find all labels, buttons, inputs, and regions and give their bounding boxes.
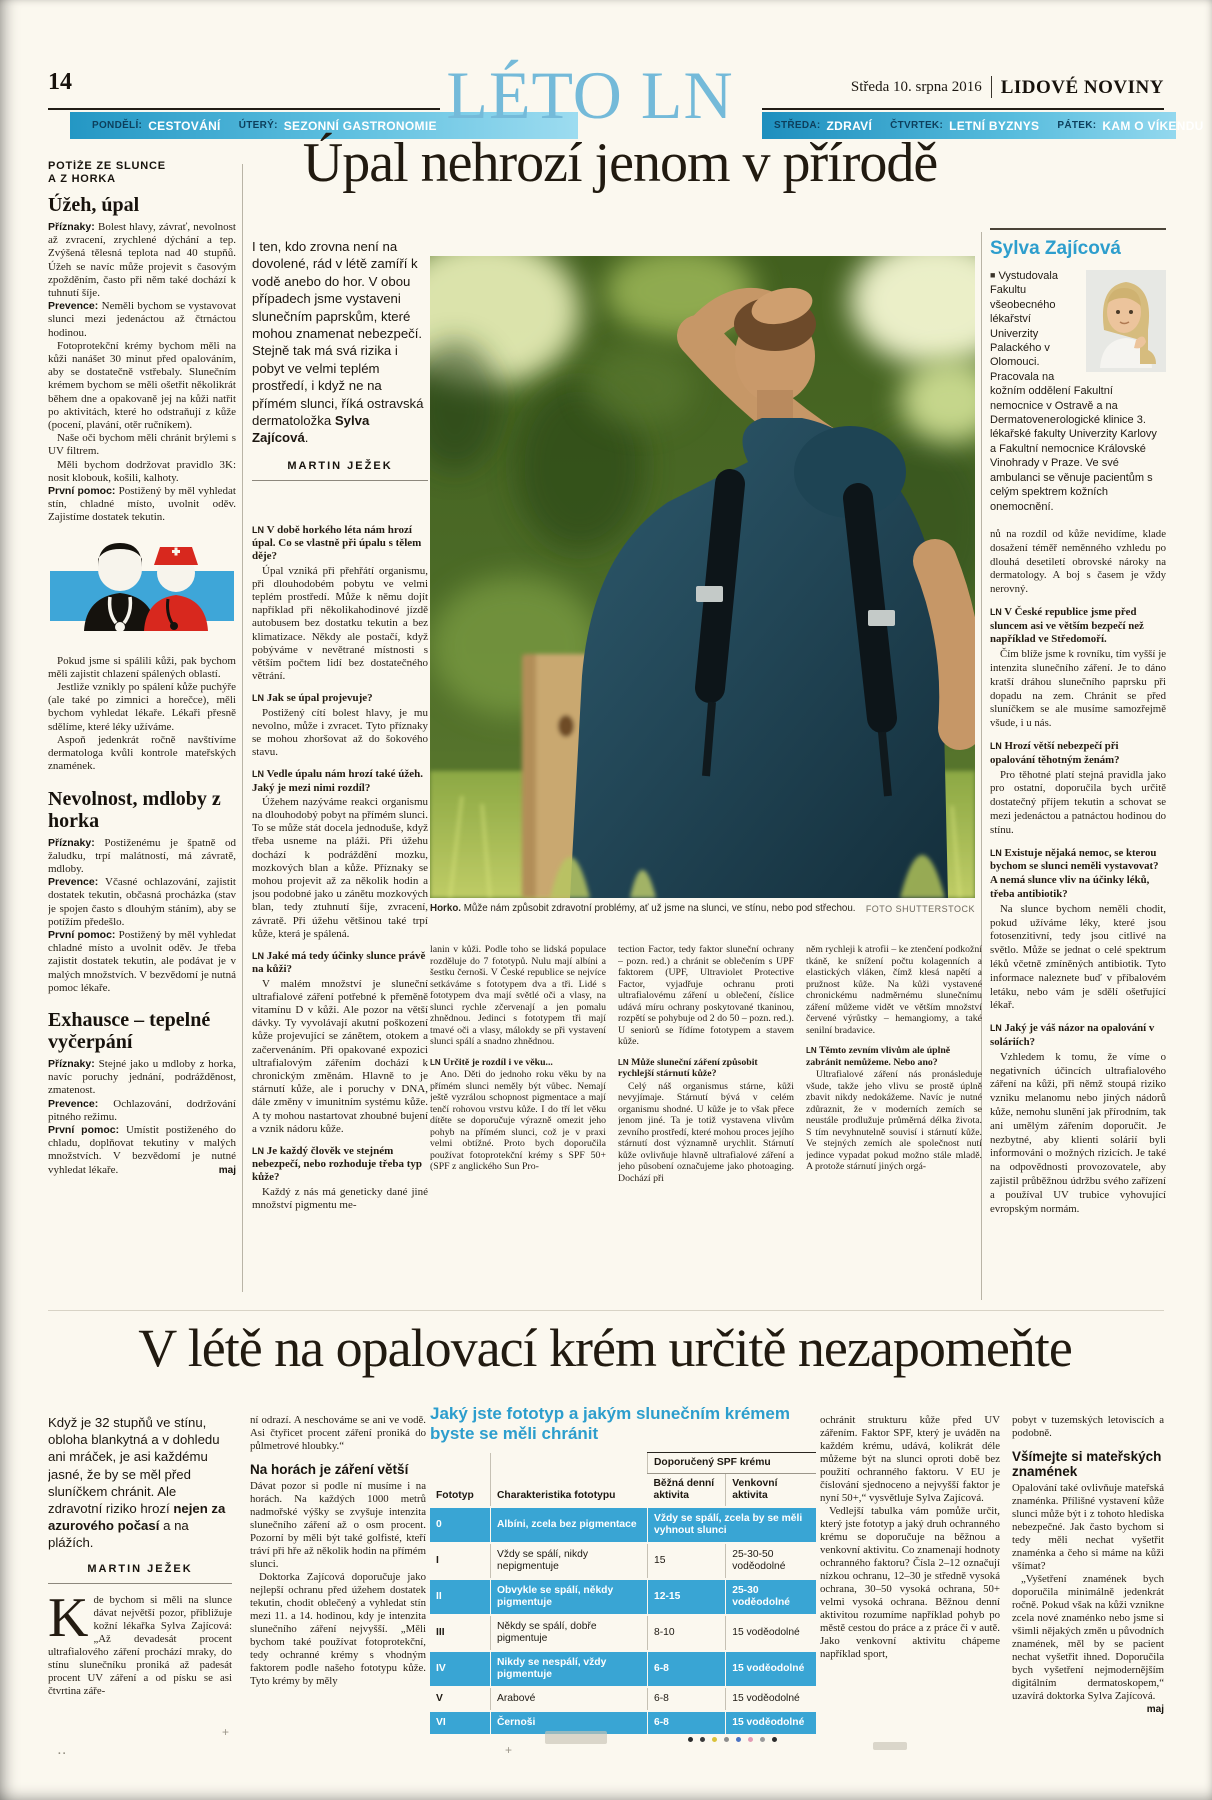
bottom-lead-paragraph: Když je 32 stupňů ve stínu, obloha blankytná a v dohledu ani mráček, je asi každému jasné, že by se měl před sluníčkem chránit. Ale zdravotní riziko hrozí nejen za azurového počasí a na plážích. xyxy=(48,1415,226,1551)
continuation-paragraph: ní odrazí. A neschováme se ani ve vodě. Asi čtyřicet procent záření proniká do půlmetrové hloubky.“ xyxy=(250,1414,426,1452)
table-row xyxy=(430,1615,816,1651)
rail-heading-exhausce: Exhausce – tepelné vyčerpání xyxy=(48,1008,211,1053)
bottom-column-2-paras xyxy=(250,1480,426,1688)
column-rule-left xyxy=(242,164,243,1292)
interview-question: LN Jak se úpal projevuje? xyxy=(252,692,373,705)
interview-question: LN Těmto zevním vlivům ale úplně zabránit nemůžeme. Nebo ano? xyxy=(806,1045,951,1068)
page-number: 14 xyxy=(48,69,72,95)
rail-heading-nevolnost: Nevolnost, mdloby z horka xyxy=(48,787,221,832)
banner-topic: KAM O VÍKENDU xyxy=(1102,118,1204,133)
paragraph: Doktorka Zajícová doporučuje jako nejlepší ochranu před úžehem dostatek tekutin, chodit oblečený a vyhledat stín mezi 11. a 14. hodinou, kdy je intenzita slunečního záření nejvyšší. „Měli bychom také používat fotoprotekční, tedy ochranné krémy s vhodným faktorem podle našeho fototypu kůže. Tyto krémy by měly xyxy=(250,1571,426,1687)
table-cell: 8-10 xyxy=(648,1615,726,1651)
article-photo xyxy=(430,256,975,898)
interview-answer: Ano. Děti do jednoho roku věku by na přímém slunci neměly být vůbec. Nemají ještě vyzrálou schopnost pigmentace a mají tenčí rohovou vrstvu kůže. I do tří let věku dítěte se doporučuje výrazně omezit jeho pohyb na přímém slunci, což je v praxi velmi obtížné. Proto bych doporučila používat fotoprotekční krémy s SPF 50+ (SPF z anglického Sun Pro- xyxy=(430,1069,606,1172)
dateline-divider xyxy=(991,76,992,98)
subhead-znamenka: Všímejte si mateřských znamének xyxy=(1012,1449,1162,1479)
paragraph-lead-in: Prevence: xyxy=(48,876,106,889)
table-cell: Někdy se spálí, dobře pigmentuje xyxy=(491,1615,648,1651)
interview-answer: Každý z nás má geneticky dané jiné množství pigmentu me- xyxy=(252,1185,428,1211)
edge-marks: .. xyxy=(58,1745,68,1757)
table-header-spf-group: Doporučený SPF krému xyxy=(648,1453,817,1474)
table-cell: Albíni, zcela bez pigmentace xyxy=(491,1507,648,1543)
table-cell: Vždy se spálí, nikdy nepigmentuje xyxy=(491,1543,648,1579)
table-cell: 0 xyxy=(430,1507,491,1543)
bottom-column-5-paras xyxy=(1012,1482,1164,1715)
expert-profile-sidebar xyxy=(990,228,1166,1308)
bottom-column-4 xyxy=(820,1414,1000,1786)
interview-answer: Ultrafialové záření nás pronásleduje všude, takže jeho vlivu se prostě úplně zbavit nikdy nedokážeme. Navíc je nutné zdůraznit, že v moderních zemích se neustále prodlužuje průměrná délka života. S tím nevyhnutelně souvisí i stárnutí kůže. Ve stejných zemích ale společnost nutí jedince vypadat pokud možno stále mladě. A protože stárnutí jiných orgá- xyxy=(806,1069,982,1172)
table-row xyxy=(430,1711,816,1734)
paragraph-lead-in: Příznaky: xyxy=(48,836,105,849)
paragraph: Jestliže vznikly po spálení kůže puchýře (ale také po zimnici a horečce), měli bychom vyhledat lékaře. Lékaři přesně sdělíme, které léky užíváme. xyxy=(48,681,236,733)
banner-day-label: ÚTERÝ: xyxy=(238,119,278,131)
table-cell: III xyxy=(436,1627,445,1638)
sidebar-top-rule xyxy=(990,228,1166,230)
banner-topic: SEZONNÍ GASTRONOMIE xyxy=(283,118,437,133)
paragraph-lead-in: Příznaky: xyxy=(48,1057,99,1070)
paragraph: „Vyšetření znamének bych doporučila minimálně jedenkrát ročně. Pokud však na kůži vznikne zcela nové znaménko nebo jsme si všimli nějakých změn u původních znamének, měl by se pacient nechat vyšetřit ihned. Doporučila bych vyšetření nejmodernějším digitálním dermatoskopem,“ uzavírá doktorka Sylva Zajícová. maj xyxy=(1012,1573,1164,1715)
table-title: Jaký jste fototyp a jakým slunečním krémem byste se měli chránit xyxy=(430,1404,790,1443)
table-cell: 15 voděodolné xyxy=(726,1711,816,1734)
table-cell: 15 voděodolné xyxy=(726,1651,816,1687)
ln-prefix: LN xyxy=(990,606,1002,617)
ln-prefix: LN xyxy=(252,693,265,704)
table-cell: V xyxy=(436,1693,443,1704)
table-cell: 12-15 xyxy=(648,1579,726,1615)
crop-mark: + xyxy=(222,1725,230,1739)
banner-topic: ZDRAVÍ xyxy=(826,118,873,133)
author-sign: maj xyxy=(218,1164,236,1176)
table-cell: Obvykle se spálí, někdy pigmentuje xyxy=(491,1579,648,1615)
paragraph-lead-in: První pomoc: xyxy=(48,485,119,498)
ln-prefix: LN xyxy=(252,525,265,535)
interview-question: LN V České republice jsme před sluncem asi ve větším bezpečí než například ve Středomoří. xyxy=(990,605,1144,646)
table-cell: 6-8 xyxy=(648,1711,726,1734)
phototype-table-grid xyxy=(430,1452,816,1734)
expert-bio: ■ Vystudovala Fakultu všeobecného lékařství Univerzity Palackého v Olomouci. Pracovala na kožním oddělení Fakultní nemocnice v Ostravě a na Dermatovenerologické klinice 3. lékařské fakulty Univerzity Karlovy a Fakultní nemocnice Královské Vinohrady v Praze. Ve své ambulanci se věnuje pacientům s celým spektrem kožních onemocnění. xyxy=(990,268,1166,514)
rail-kicker-line2: A Z HORKA xyxy=(48,173,116,185)
paragraph: Prevence: Ochlazování, dodržování pitného režimu. xyxy=(48,1097,236,1123)
ln-prefix: LN xyxy=(618,1057,629,1067)
article-lead xyxy=(252,238,428,524)
ln-prefix: LN xyxy=(252,951,265,962)
photo-caption: Horko. Může nám způsobit zdravotní problémy, ať už jsme na slunci, ve stínu, nebo pod střechou. FOTO SHUTTERSTOCK xyxy=(430,903,975,914)
table-row xyxy=(430,1687,816,1711)
interview-question: LN V době horkého léta nám hrozí úpal. Co se vlastně při úpalu s tělem děje? xyxy=(252,524,422,563)
paragraph: ochránit strukturu kůže před UV zářením. Faktor SPF, který je uváděn na každém krému, udává, kolikrát déle můžeme být na slunci oproti době bez použití ochranného faktoru. V EU je číslování sjednoceno a nejvyšší faktor je nyní 50+,“ vysvětluje Sylva Zajícová. xyxy=(820,1414,1000,1504)
interview-question: LN Jaký je váš názor na opalování v soláriích? xyxy=(990,1022,1155,1048)
table-cell: 15 voděodolné xyxy=(726,1687,816,1711)
ln-prefix: LN xyxy=(806,1046,817,1055)
rail-section-uzeh-part2 xyxy=(48,655,236,774)
paragraph: Naše oči bychom měli chránit brýlemi s UV filtrem. xyxy=(48,432,236,458)
paragraph: Příznaky: Postiženému je špatně od žaludku, trpí malátností, má závratě, mdloby. xyxy=(48,836,236,875)
paragraph-lead-in: Prevence: xyxy=(48,1097,114,1110)
table-row xyxy=(430,1651,816,1687)
crop-mark: + xyxy=(505,1743,513,1757)
table-cell: Nikdy se nespálí, vždy pigmentuje xyxy=(491,1651,648,1687)
table-cell: Černoši xyxy=(491,1711,648,1734)
paragraph: Vedlejší tabulka vám pomůže určit, který jste fototyp a jaký druh ochranného krému se doporučuje na běžnou a venkovní aktivitu. Co znamenají hodnoty ochranného faktoru? Čísla 2–12 označují nízkou ochranu, 12–30 je středně vysoká ochrana, 30–50 vysoká ochrana, 50+ velmi vysoká ochrana. Běžnou denní aktivitou rozumíme například pohyb po městě cestou do práce a z práce či v autě. Jako venkovní aktivitu chápeme například sport, xyxy=(820,1505,1000,1660)
photo-credit: FOTO SHUTTERSTOCK xyxy=(865,904,975,914)
ln-prefix: LN xyxy=(430,1057,441,1067)
interview-question: LN Je každý člověk ve stejném nebezpečí, nebo rozhoduje třeba typ kůže? xyxy=(252,1144,422,1184)
table-cell: 15 xyxy=(648,1543,726,1579)
rail-section-uzeh-part1 xyxy=(48,221,236,525)
continuation-paragraph: pobyt v tuzemských letoviscích a podobně. xyxy=(1012,1414,1164,1439)
subhead-na-horach: Na horách je záření větší xyxy=(250,1462,409,1477)
interview-answer: lanin v kůži. Podle toho se lidská populace rozděluje do 7 fototypů. Nulu mají albíni a šestku černoši. V České republice se nejvíce setkáváme s fototypem dva a tři. Lidé s fototypem dva mají světlé oči a vlasy, na slunci rychle zčervenají a jen pomalu zhnědnou. Jedinci s fototypem tři mají tmavé oči a vlasy, málokdy se při vystavení slunci spálí a snadno zhnědnou. xyxy=(430,944,606,1047)
interview-answer: Na slunce bychom neměli chodit, pokud užíváme léky, které jsou fotosenzitivní, tedy jsou citlivé na světlo. Může se jednat o celé spektrum léků včetně zmíněných antibiotik. Tyto informace naleznete buď v příbalovém letáku, nebo vám je sdělí ošetřující lékař. xyxy=(990,902,1166,1012)
section-logo: LÉTO LN xyxy=(446,57,734,133)
rail-kicker xyxy=(48,160,236,186)
banner-day-label: ČTVRTEK: xyxy=(890,119,944,131)
print-smudge xyxy=(545,1731,607,1744)
table-cell: Arabové xyxy=(491,1687,648,1711)
ln-prefix: LN xyxy=(990,1023,1002,1034)
dropcap-letter: K xyxy=(48,1586,89,1649)
expert-name: Sylva Zajícová xyxy=(990,238,1121,259)
paragraph-lead-in: První pomoc: xyxy=(48,1123,126,1136)
bottom-headline: V létě na opalovací krém určitě nezapomeňte xyxy=(138,1318,1072,1378)
masthead: LIDOVÉ NOVINY xyxy=(1000,76,1164,98)
paragraph-lead-in: Příznaky: xyxy=(48,221,98,233)
dateline xyxy=(851,76,1164,98)
rail-section-exhausce xyxy=(48,1058,236,1177)
interview-answer: Pro těhotné platí stejná pravidla jako pro ostatní, doporučila bych určitě dostatečný příjem tekutin a schovat se mezi jedenáctou a patnáctou hodinou do stínu. xyxy=(990,768,1166,836)
table-row xyxy=(430,1543,816,1579)
author-sign: maj xyxy=(1146,1704,1164,1715)
header-rule-left xyxy=(48,108,440,110)
interview-answer: Čím blíže jsme k rovníku, tím vyšší je intenzita slunečního záření. Je to dáno kratší dráhou slunečního paprsku při dopadu na zem. Chránit se před sluníčkem se ale musíme samozřejmě všude, i u nás. xyxy=(990,648,1166,730)
doctor-nurse-pictogram xyxy=(48,535,236,647)
interview-column-2 xyxy=(430,944,606,1296)
paragraph: Příznaky: Bolest hlavy, závrať, nevolnost až zvracení, zrychlené dýchání a tep. Zvýšená tělesná teplota nad 40 stupňů. Úžeh se navíc může projevit s časovým zpožděním, často při něm také dochází k tuhnutí šíje. xyxy=(48,221,236,300)
interview-answer: Postižený cítí bolest hlavy, je mu nevolno, může i zvracet. Tyto příznaky se mohou zhoršovat až do šokového stavu. xyxy=(252,706,428,759)
table-header-charakteristika: Charakteristika fototypu xyxy=(491,1453,648,1508)
forest-man-photo xyxy=(430,256,975,898)
ln-prefix: LN xyxy=(990,741,1002,752)
table-header-bezna: Běžná denní aktivita xyxy=(648,1474,726,1508)
portrait-photo xyxy=(1086,270,1166,372)
section-divider xyxy=(48,1310,1164,1311)
interview-question: LN Jaké má tedy účinky slunce právě na kůži? xyxy=(252,950,426,976)
banner-topic: LETNÍ BYZNYS xyxy=(949,118,1040,133)
interview-question: LN Může sluneční záření způsobit rychlejší stárnutí kůže? xyxy=(618,1056,758,1079)
bottom-column-2 xyxy=(250,1414,426,1786)
registration-marks xyxy=(688,1737,777,1742)
table-cell: IV xyxy=(430,1651,491,1687)
bottom-column-5 xyxy=(1012,1414,1164,1786)
table-header-fototyp: Fototyp xyxy=(436,1490,474,1501)
bottom-byline: MARTIN JEŽEK xyxy=(48,1562,232,1584)
paragraph-lead-in: Prevence: xyxy=(48,300,102,313)
phototype-table-body xyxy=(430,1507,816,1734)
paragraph: První pomoc: Postižený by měl vyhledat stín, chladné místo, uvolnit oděv. Zajistíme dostatek tekutin. xyxy=(48,485,236,524)
table-row xyxy=(430,1579,816,1615)
lead-paragraph: I ten, kdo zrovna není na dovolené, rád v létě zamíří k vodě anebo do hor. V obou případech jsme vystaveni slunečním paprskům, které mohou znamenat nebezpečí. Stejně tak má svá rizika i pobyt ve velmi teplém prostředí, i když ne na přímém slunci, říká ostravská dermatoložka Sylva Zajícová. xyxy=(252,239,424,446)
table-cell: II xyxy=(430,1579,491,1615)
table-cell: 6-8 xyxy=(648,1687,726,1711)
banner-day-label: STŘEDA: xyxy=(774,119,821,131)
dropcap-paragraph: Kde bychom si měli na slunce dávat největší pozor, přibližuje kožní lékařka Sylva Zajícová: „Až devadesát procent ultrafialového záření prochází mraky, do stínu slunečníku proniká až padesát procent UV záření a od písku se asi čtvrtina záře- xyxy=(48,1586,232,1697)
ln-prefix: LN xyxy=(252,769,265,780)
paragraph: Fotoprotekční krémy bychom měli na kůži nanášet 30 minut před opalováním, aby se dostatečně vstřebaly. Slunečním krémem bychom se měli ošetřit několikrát během dne a opakovaně jej na kůži natřit po aktivitách, které ho odstraňují z kůže (pocení, plavání, otěr ručníkem). xyxy=(48,339,236,432)
byline: MARTIN JEŽEK xyxy=(252,459,428,481)
interview-column-5 xyxy=(990,528,1166,1216)
main-headline: Úpal nehrozí jenom v přírodě xyxy=(302,132,938,194)
interview-question: LN Hrozí větší nebezpečí při opalování těhotným ženám? xyxy=(990,740,1120,766)
table-cell: 25-30 voděodolné xyxy=(726,1579,816,1615)
ln-prefix: LN xyxy=(990,847,1002,858)
interview-answer: něm rychleji k atrofii – ke ztenčení podkožní tkáně, ke snížení počtu kolagenních a elastických vláken, čímž klesá napětí a pružnost kůže. Na kůži vystavené chronickému nadměrnému slunečnímu záření můžeme vidět ve větším množství červené výrůstky – hemangiomy, a také senilní bradavice. xyxy=(806,944,982,1036)
interview-question: LN Existuje nějaká nemoc, se kterou bychom se slunci neměli vystavovat? A nemá slunce vliv na účinky léků, třeba antibiotik? xyxy=(990,846,1159,901)
header-rule-right xyxy=(762,108,1164,110)
banner-topic: CESTOVÁNÍ xyxy=(148,118,221,133)
rail-heading-uzeh-upal: Úžeh, úpal xyxy=(48,194,140,216)
rail-section-nevolnost xyxy=(48,837,236,995)
paragraph: Příznaky: Stejné jako u mdloby z horka, navíc poruchy jednání, podrážděnost, zmatenost. xyxy=(48,1057,236,1097)
paragraph: První pomoc: Postižený by měl vyhledat chladné místo a uvolnit oděv. Je třeba zajistit dostatek tekutin, ale podávat je v malých množstvích. V bezvědomí je nutná pomoc lékaře. xyxy=(48,928,236,994)
print-smudge xyxy=(873,1742,907,1750)
caption-lead-word: Horko. xyxy=(430,903,462,914)
paragraph: Pokud jsme si spálili kůži, pak bychom měli zajistit chlazení spálených oblastí. xyxy=(48,654,236,680)
interview-question: LN Určitě je rozdíl i ve věku... xyxy=(430,1056,553,1068)
paragraph: Prevence: Neměli bychom se vystavovat slunci mezi jedenáctou až čtrnáctou hodinou. xyxy=(48,300,236,339)
interview-answer: tection Factor, tedy faktor sluneční ochrany – pozn. red.) a chránit se oblečením s UPF faktorem (UPF, Ultraviolet Protective Factor, vyjadřuje ochranu proti ultrafialovému záření u oblečení, číslice udává míru ochrany poskytované tkaninou, rozpětí se pohybuje od 2 do 50 – pozn. red.). U seniorů se řídíme fototypem a stavem kůže. xyxy=(618,944,794,1047)
table-cell: 15 voděodolné xyxy=(726,1615,816,1651)
paragraph: Aspoň jedenkrát ročně navštívíme dermatologa kvůli kontrole mateřských znamének. xyxy=(48,733,236,773)
interview-column-4 xyxy=(806,944,982,1296)
bottom-lead-column xyxy=(48,1414,232,1786)
paragraph: Prevence: Včasné ochlazování, zajistit dostatek tekutin, občasná procházka (stav je spojen často s dlouhým stáním), aby se potížím předešlo. xyxy=(48,876,236,928)
paragraph: Dávat pozor si podle ní musíme i na horách. Na každých 1000 metrů nadmořské výšky se zvyšuje intenzita slunečního záření až o osm procent. Pozorní by měli být také golfisté, kteří tráví při hře až několik hodin na přímém slunci. xyxy=(250,1480,426,1570)
interview-column-3 xyxy=(618,944,794,1296)
table-header-venkovni: Venkovní aktivita xyxy=(726,1474,816,1508)
issue-date: Středa 10. srpna 2016 xyxy=(850,78,982,95)
interview-answer: V malém množství je sluneční ultrafialové záření potřebné k přeměně vitamínu D v kůži. Ale pozor na větší dávky. Ty vyvolávají akutní poškození kůže projevující se zánětem, otokem a začervenáním. Při opakované expozici ultrafialovým zářením dochází k chronickým změnám. Hlavně to je stárnutí kůže, ale i poruchy v DNA, dále změny v imunitním systému kůže. A ty mohou nastartovat zhoubné bujení a vznik nádoru kůže. xyxy=(252,977,428,1135)
interview-answer: nů na rozdíl od kůže nevidíme, klade dosažení téměř neměnného vzhledu po dlouhá desetiletí obrovské nároky na dermatology. A boj s časem je vždy nerovný. xyxy=(990,527,1166,596)
table-row xyxy=(430,1507,816,1543)
table-cell: 25-30-50 voděodolné xyxy=(726,1543,816,1579)
phototype-table xyxy=(430,1404,816,1734)
paragraph: Opalování také ovlivňuje mateřská znaménka. Přílišné vystavení kůže slunci může být i z tohoto hlediska nebezpečné. Jak často bychom si tedy měli nechat vyšetřit znaménka a čeho si máme na kůži všímat? xyxy=(1012,1482,1164,1572)
rail-kicker-line1: POTÍŽE ZE SLUNCE xyxy=(48,160,166,172)
interview-answer: Úžehem nazýváme reakci organismu na dlouhodobý pobyt na přímém slunci. To se může stát docela jednoduše, když třeba usneme na pláži. Při úžehu dochází k podráždění mozku, mozkových blan a kůže. Příznaky se mohou projevit až za několik hodin a jsou podobné jako u zánětu mozkových blan, tedy ztuhnutí šíje, zvracení, závratě. Při úžehu většinou také trpí kůže, která je spálená. xyxy=(252,795,428,940)
interview-answer: Úpal vzniká při přehřátí organismu, při dlouhodobém pobytu ve velmi teplém prostředí. Může k němu dojít například při několikahodinové jízdě autobusem bez dostatku tekutin a bez klimatizace. Někdy ale postačí, když pobýváme v nevětrané místnosti s větším počtem lidí bez dostatečného větrání. xyxy=(252,564,428,683)
interview-answer: Vzhledem k tomu, že víme o negativních účincích ultrafialového záření na kůži, při němž stoupá riziko vzniku melanomu nebo jiných nádorů kůže, nemohu slunění jak přírodním, tak ani umělým zářením doporučit. Je nezbytné, aby klienti solárií byli informováni o možných rizicích. Je také na odpovědnosti provozovatele, aby zajistil průběžnou údržbu svého zařízení a používal UV trubice vyhovující evropským normám. xyxy=(990,1050,1166,1215)
banner-day-label: PÁTEK: xyxy=(1057,119,1097,131)
interview-question: LN Vedle úpalu nám hrozí také úžeh. Jaký je mezi nimi rozdíl? xyxy=(252,768,424,794)
ln-prefix: LN xyxy=(252,1145,265,1156)
paragraph: První pomoc: Umístit postiženého do chladu, doplňovat tekutiny v malých množstvích. V bezvědomí je nutné vyhledat lékaře. maj xyxy=(48,1123,236,1176)
first-aid-rail xyxy=(48,160,236,1292)
table-cell: VI xyxy=(430,1711,491,1734)
paragraph-lead-in: První pomoc: xyxy=(48,928,119,941)
expert-portrait xyxy=(1086,270,1166,372)
table-cell: 6-8 xyxy=(648,1651,726,1687)
banner-day-label: PONDĚLÍ: xyxy=(92,119,143,131)
table-cell: Vždy se spálí, zcela by se měli vyhnout slunci xyxy=(648,1507,817,1543)
interview-answer: Celý náš organismus stárne, kůži nevyjímaje. Stárnutí bývá v celém organismu shodné. U kůže je to však přece jenom jiné. Ta je totiž vystavena vlivům zevního prostředí, které mohou proces jejího stárnutí dost významně urychlit. Stárnutí kůže ovlivňuje hlavně ultrafialové záření a jeho působení označujeme jako photoaging. Dochází při xyxy=(618,1080,794,1184)
interview-column-1 xyxy=(252,524,428,1296)
doctor-nurse-illustration xyxy=(48,535,236,647)
table-cell: I xyxy=(436,1555,439,1566)
paragraph: Měli bychom dodržovat pravidlo 3K: nosit klobouk, košili, kalhoty. xyxy=(48,458,236,484)
bio-bullet: ■ xyxy=(990,270,996,280)
